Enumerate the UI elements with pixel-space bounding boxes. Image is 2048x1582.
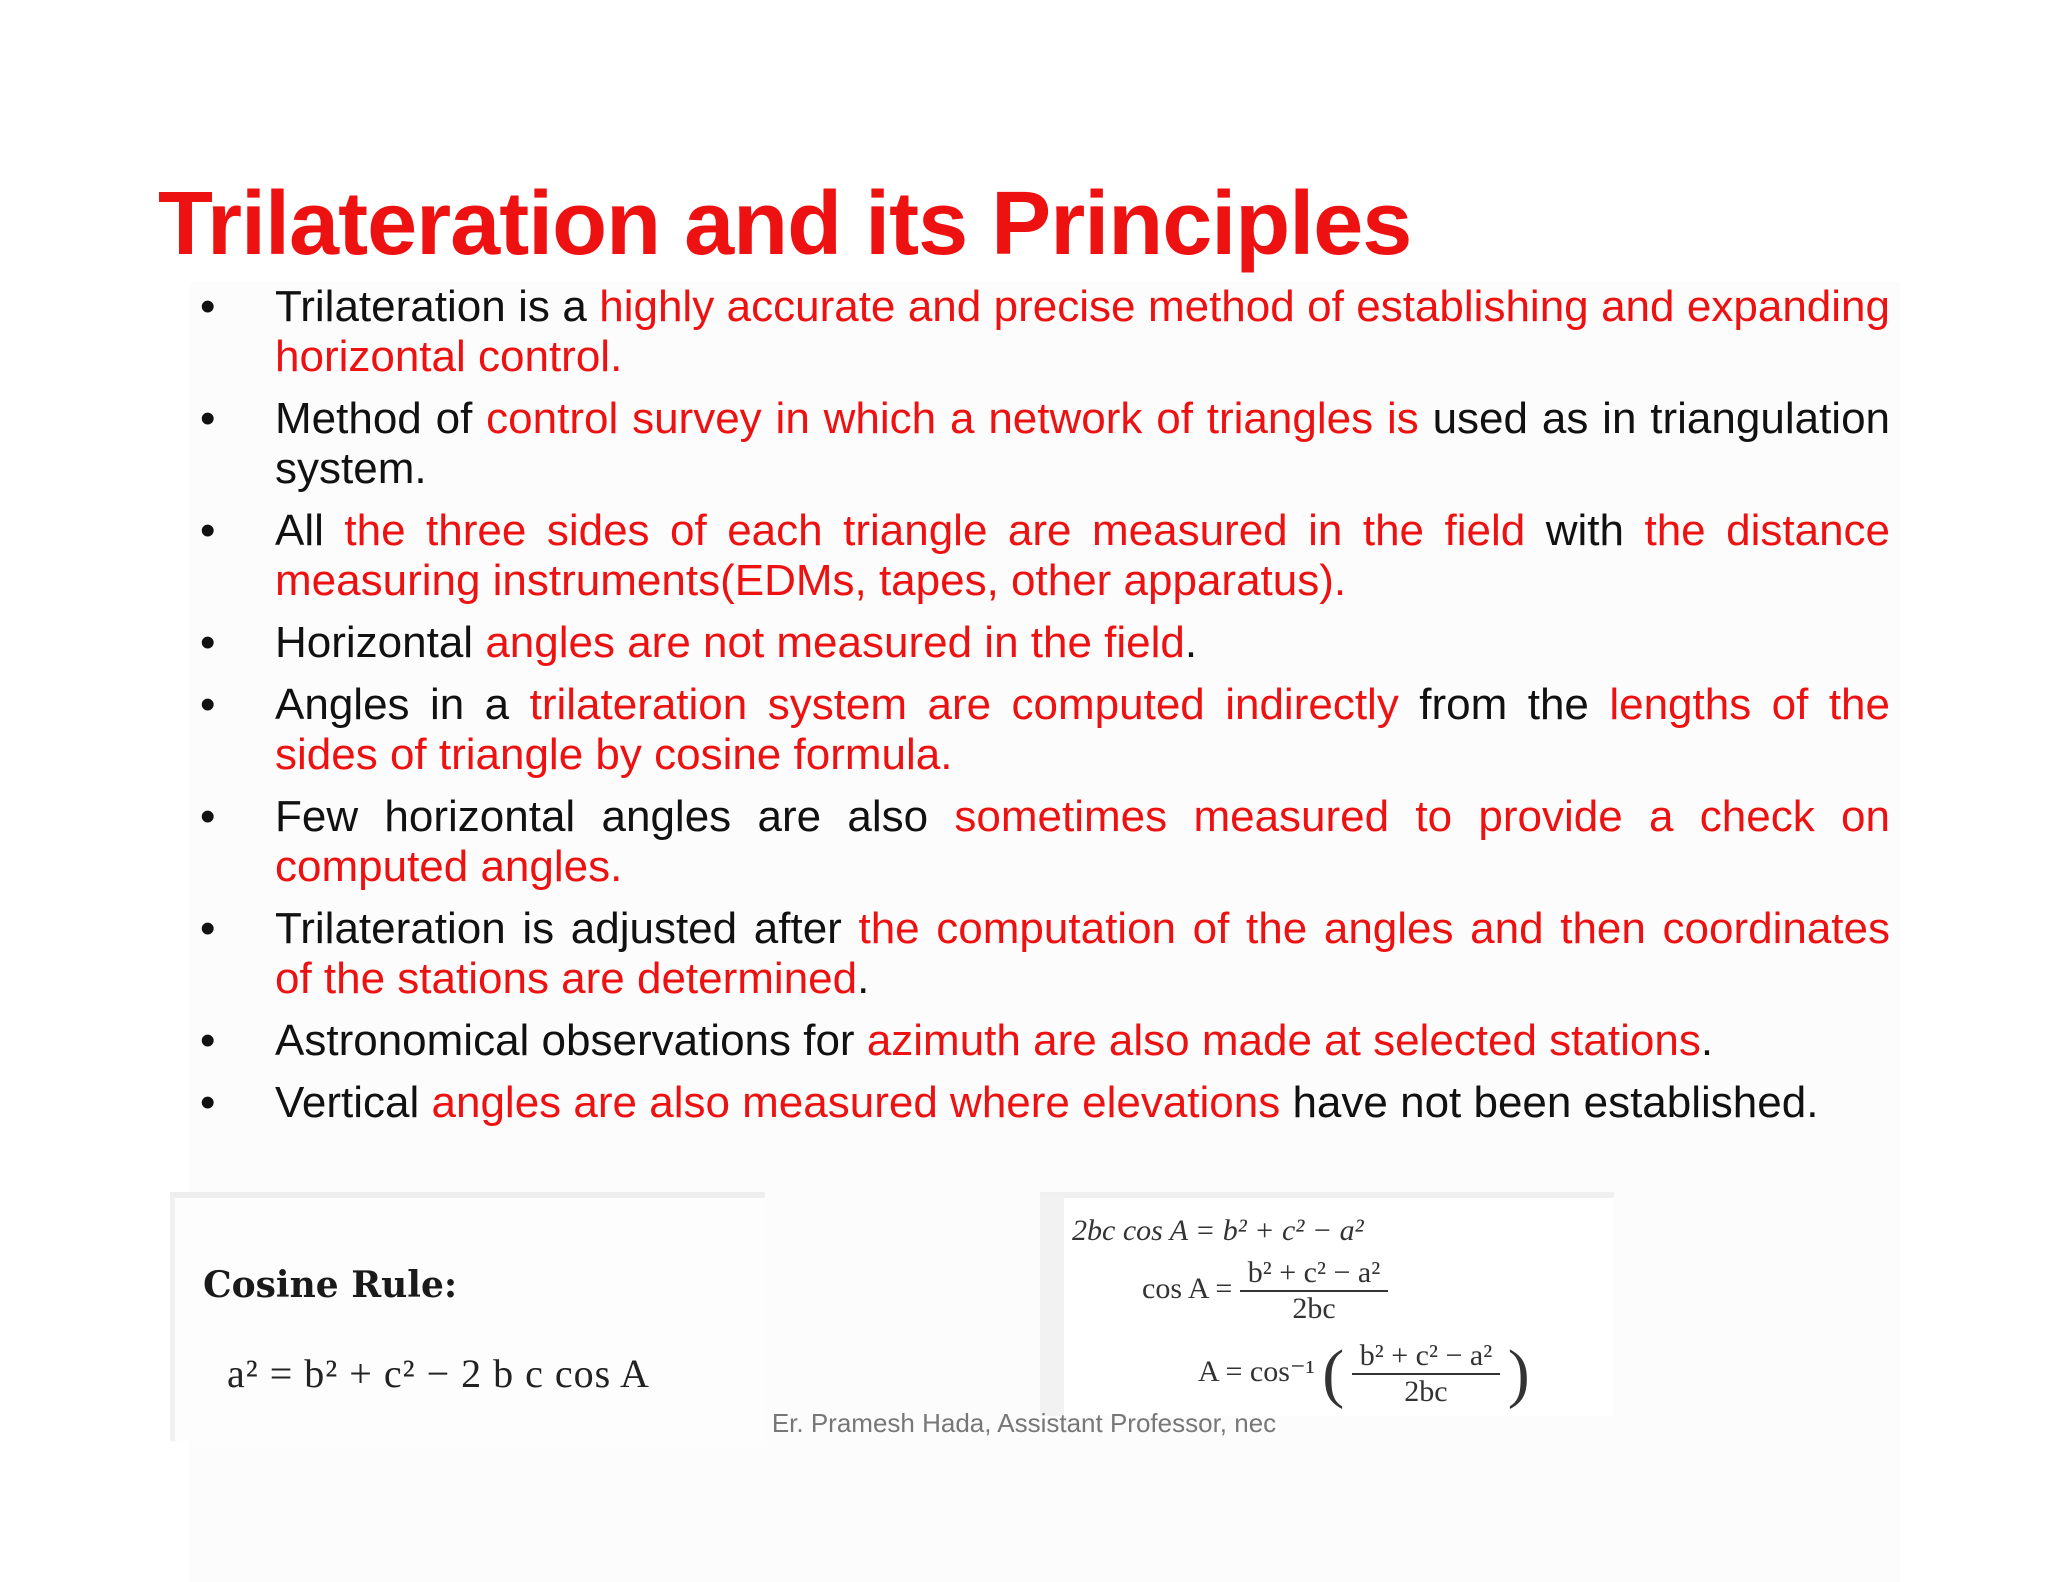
bullet-item bbox=[200, 394, 1890, 494]
bullet-dot-icon: • bbox=[200, 680, 216, 729]
formula-line-3-fraction bbox=[1352, 1339, 1500, 1409]
body-text: Method of bbox=[275, 394, 487, 443]
highlighted-text: lengths of the sides of triangle by cosine formula. bbox=[275, 680, 1890, 779]
body-text: from the bbox=[1398, 680, 1610, 729]
formula-line-2-denominator: 2bc bbox=[1292, 1292, 1336, 1325]
bullet-text bbox=[275, 282, 1890, 382]
formula-line-3-numerator: b² + c² − a² bbox=[1352, 1339, 1500, 1375]
formula-line-3-denominator: 2bc bbox=[1404, 1375, 1448, 1408]
body-text: . bbox=[1184, 618, 1198, 667]
formula-line-3 bbox=[1198, 1336, 1530, 1412]
highlighted-text: angles are not measured in the field bbox=[485, 618, 1185, 667]
body-text: used as in triangulation system. bbox=[275, 394, 1891, 493]
close-paren: ) bbox=[1507, 1337, 1530, 1410]
bullet-list bbox=[200, 282, 1890, 1140]
cosine-derivation-image bbox=[1040, 1192, 1614, 1416]
cosine-rule-formula: a² = b² + c² − 2 b c cos A bbox=[227, 1351, 650, 1396]
highlighted-text: trilateration system are computed indirectly bbox=[529, 680, 1399, 729]
bullet-text bbox=[275, 680, 1890, 780]
body-text: Vertical bbox=[275, 1078, 432, 1127]
highlighted-text: highly accurate and precise method of establishing and expanding horizontal control. bbox=[275, 282, 1890, 381]
body-text: All bbox=[275, 506, 345, 555]
bullet-dot-icon: • bbox=[200, 792, 216, 841]
formula-line-2-fraction bbox=[1240, 1256, 1388, 1326]
highlighted-text: the distance measuring instruments(EDMs, tapes, other apparatus). bbox=[275, 506, 1891, 605]
bullet-dot-icon: • bbox=[200, 506, 216, 555]
body-text: Horizontal bbox=[275, 618, 486, 667]
bullet-text bbox=[275, 904, 1890, 1004]
formula-line-2-lhs: cos A = bbox=[1142, 1271, 1233, 1305]
highlighted-text: control survey in which a network of triangles is bbox=[486, 394, 1419, 443]
bullet-item bbox=[200, 506, 1890, 606]
body-text: Few horizontal angles are also bbox=[275, 792, 955, 841]
body-text: . bbox=[857, 954, 870, 1003]
bullet-item bbox=[200, 618, 1890, 668]
body-text: Astronomical observations for bbox=[275, 1016, 867, 1065]
cosine-rule-title: Cosine Rule: bbox=[203, 1264, 458, 1306]
bullet-item bbox=[200, 1078, 1890, 1128]
body-text: Angles in a bbox=[275, 680, 530, 729]
bullet-item bbox=[200, 282, 1890, 382]
highlighted-text: azimuth are also made at selected stations bbox=[866, 1016, 1701, 1065]
formula-line-1: 2bc cos A = b² + c² − a² bbox=[1072, 1214, 1364, 1247]
bullet-text bbox=[275, 618, 1890, 668]
highlighted-text: the three sides of each triangle are measured in the field bbox=[344, 506, 1526, 555]
body-text: Trilateration is a bbox=[275, 282, 600, 331]
highlighted-text: sometimes measured to provide a check on computed angles. bbox=[275, 792, 1890, 891]
bullet-dot-icon: • bbox=[200, 1016, 216, 1065]
bullet-text bbox=[275, 506, 1890, 606]
body-text: . bbox=[1700, 1016, 1714, 1065]
bullet-text bbox=[275, 394, 1890, 494]
formula-line-2-numerator: b² + c² − a² bbox=[1240, 1256, 1388, 1292]
image-edge-shade bbox=[1040, 1198, 1064, 1416]
cosine-rule-image bbox=[170, 1192, 765, 1441]
bullet-text bbox=[275, 1078, 1890, 1128]
bullet-text bbox=[275, 792, 1890, 892]
bullet-text bbox=[275, 1016, 1890, 1066]
bullet-dot-icon: • bbox=[200, 282, 216, 331]
footer-credit: Er. Pramesh Hada, Assistant Professor, nec bbox=[771, 1408, 1277, 1438]
highlighted-text: the computation of the angles and then coordinates of the stations are determined bbox=[275, 904, 1891, 1003]
slide-title: Trilateration and its Principles bbox=[158, 174, 1412, 274]
bullet-item bbox=[200, 904, 1890, 1004]
bullet-item bbox=[200, 1016, 1890, 1066]
bullet-dot-icon: • bbox=[200, 904, 216, 953]
highlighted-text: angles are also measured where elevations bbox=[431, 1078, 1281, 1127]
bullet-item bbox=[200, 680, 1890, 780]
body-text: with bbox=[1525, 506, 1645, 555]
bullet-item bbox=[200, 792, 1890, 892]
body-text: have not been established. bbox=[1280, 1078, 1819, 1127]
bullet-dot-icon: • bbox=[200, 1078, 216, 1127]
bullet-dot-icon: • bbox=[200, 618, 216, 667]
formula-line-3-lhs: A = cos⁻¹ bbox=[1198, 1354, 1315, 1388]
formula-line-2 bbox=[1142, 1256, 1388, 1326]
body-text: Trilateration is adjusted after bbox=[275, 904, 859, 953]
bullet-dot-icon: • bbox=[200, 394, 216, 443]
open-paren: ( bbox=[1322, 1337, 1345, 1410]
